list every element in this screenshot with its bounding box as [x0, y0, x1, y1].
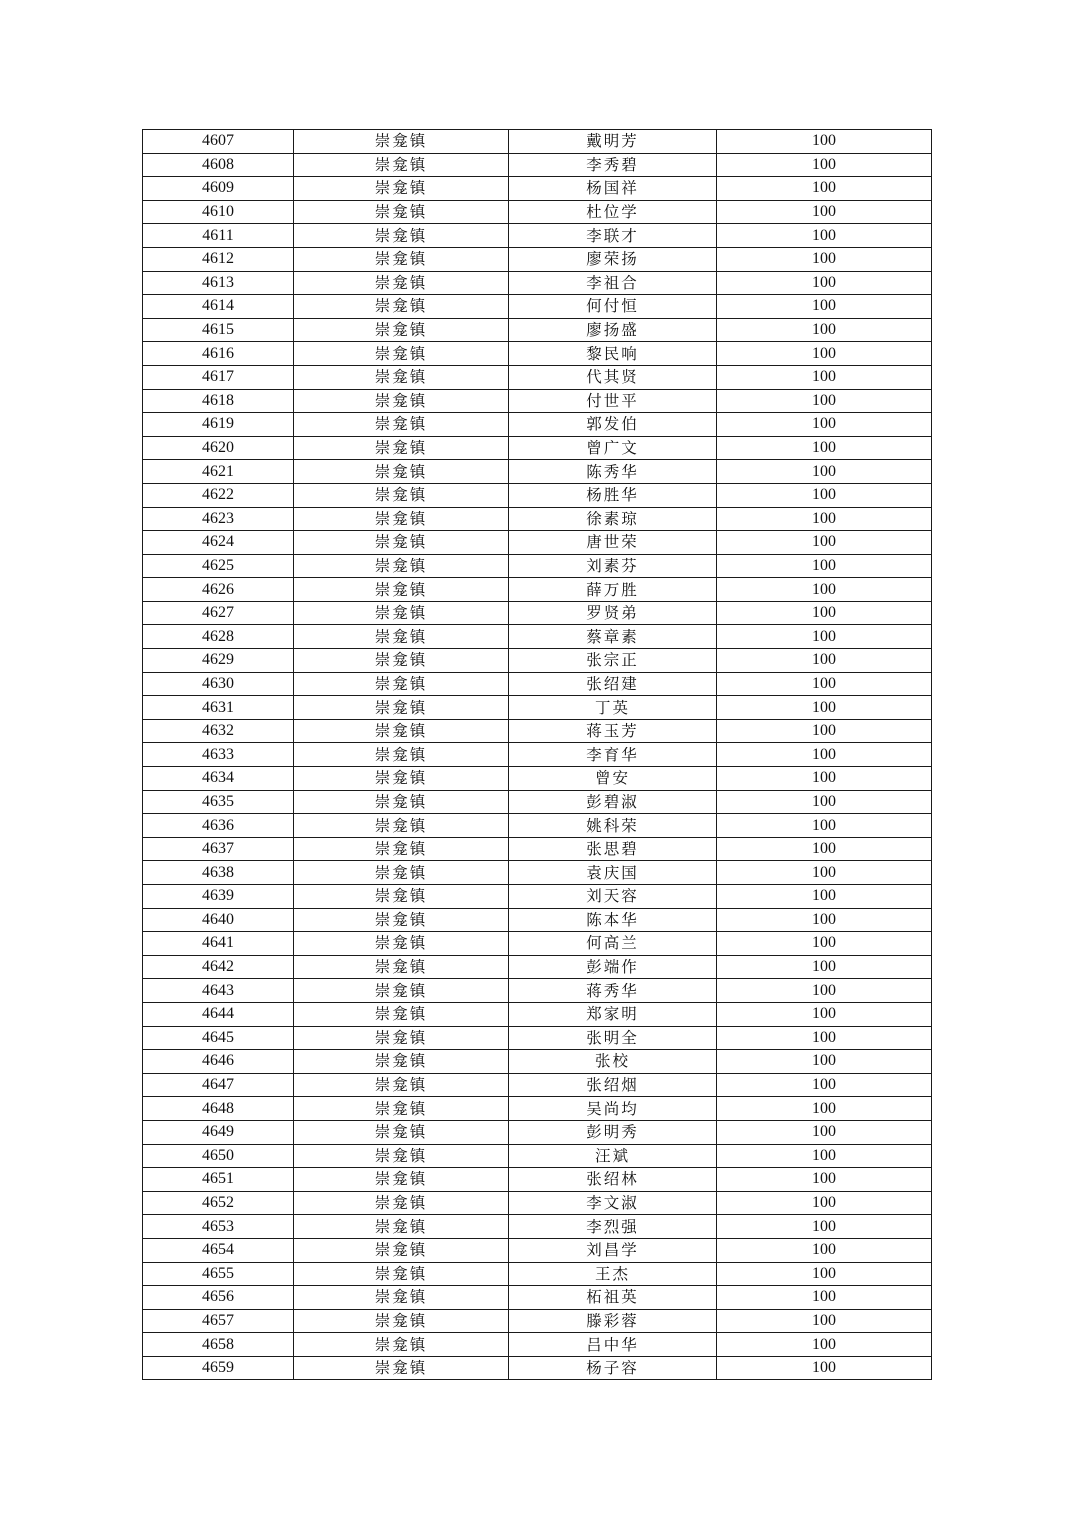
person-name-cell: 郭发伯 — [509, 413, 717, 437]
table-row — [143, 247, 932, 271]
row-number-cell: 4617 — [143, 365, 294, 389]
amount-cell: 100 — [717, 295, 932, 319]
person-name-cell: 刘昌学 — [509, 1238, 717, 1262]
amount-cell: 100 — [717, 413, 932, 437]
amount-cell: 100 — [717, 200, 932, 224]
row-number-cell: 4627 — [143, 601, 294, 625]
table-row — [143, 1262, 932, 1286]
town-cell: 崇龛镇 — [294, 719, 509, 743]
table-row — [143, 1050, 932, 1074]
amount-cell: 100 — [717, 318, 932, 342]
table-row — [143, 1097, 932, 1121]
table-row — [143, 531, 932, 555]
row-number-cell: 4649 — [143, 1120, 294, 1144]
town-cell: 崇龛镇 — [294, 1286, 509, 1310]
table-row — [143, 861, 932, 885]
table-row — [143, 814, 932, 838]
person-name-cell: 黎民响 — [509, 342, 717, 366]
town-cell: 崇龛镇 — [294, 1073, 509, 1097]
town-cell: 崇龛镇 — [294, 389, 509, 413]
town-cell: 崇龛镇 — [294, 1333, 509, 1357]
amount-cell: 100 — [717, 719, 932, 743]
town-cell: 崇龛镇 — [294, 1097, 509, 1121]
person-name-cell: 张绍建 — [509, 672, 717, 696]
person-name-cell: 曾安 — [509, 767, 717, 791]
person-name-cell: 柘祖英 — [509, 1286, 717, 1310]
row-number-cell: 4655 — [143, 1262, 294, 1286]
table-row — [143, 1215, 932, 1239]
town-cell: 崇龛镇 — [294, 790, 509, 814]
row-number-cell: 4623 — [143, 507, 294, 531]
person-name-cell: 唐世荣 — [509, 531, 717, 555]
person-name-cell: 李祖合 — [509, 271, 717, 295]
town-cell: 崇龛镇 — [294, 955, 509, 979]
row-number-cell: 4640 — [143, 908, 294, 932]
amount-cell: 100 — [717, 1144, 932, 1168]
table-row — [143, 177, 932, 201]
town-cell: 崇龛镇 — [294, 1262, 509, 1286]
row-number-cell: 4618 — [143, 389, 294, 413]
town-cell: 崇龛镇 — [294, 295, 509, 319]
town-cell: 崇龛镇 — [294, 554, 509, 578]
row-number-cell: 4609 — [143, 177, 294, 201]
person-name-cell: 廖荣扬 — [509, 247, 717, 271]
amount-cell: 100 — [717, 767, 932, 791]
town-cell: 崇龛镇 — [294, 1215, 509, 1239]
table-row — [143, 1238, 932, 1262]
row-number-cell: 4637 — [143, 837, 294, 861]
row-number-cell: 4645 — [143, 1026, 294, 1050]
row-number-cell: 4631 — [143, 696, 294, 720]
amount-cell: 100 — [717, 1238, 932, 1262]
amount-cell: 100 — [717, 1333, 932, 1357]
person-name-cell: 付世平 — [509, 389, 717, 413]
person-name-cell: 张明全 — [509, 1026, 717, 1050]
amount-cell: 100 — [717, 531, 932, 555]
amount-cell: 100 — [717, 625, 932, 649]
table-row — [143, 318, 932, 342]
amount-cell: 100 — [717, 1191, 932, 1215]
town-cell: 崇龛镇 — [294, 837, 509, 861]
table-row — [143, 719, 932, 743]
table-row — [143, 1073, 932, 1097]
amount-cell: 100 — [717, 672, 932, 696]
amount-cell: 100 — [717, 507, 932, 531]
table-row — [143, 1286, 932, 1310]
row-number-cell: 4626 — [143, 578, 294, 602]
amount-cell: 100 — [717, 177, 932, 201]
person-name-cell: 姚科荣 — [509, 814, 717, 838]
row-number-cell: 4616 — [143, 342, 294, 366]
amount-cell: 100 — [717, 389, 932, 413]
amount-cell: 100 — [717, 1286, 932, 1310]
amount-cell: 100 — [717, 483, 932, 507]
person-name-cell: 徐素琼 — [509, 507, 717, 531]
row-number-cell: 4653 — [143, 1215, 294, 1239]
amount-cell: 100 — [717, 1120, 932, 1144]
row-number-cell: 4619 — [143, 413, 294, 437]
amount-cell: 100 — [717, 649, 932, 673]
row-number-cell: 4648 — [143, 1097, 294, 1121]
row-number-cell: 4621 — [143, 460, 294, 484]
town-cell: 崇龛镇 — [294, 531, 509, 555]
row-number-cell: 4650 — [143, 1144, 294, 1168]
person-name-cell: 李育华 — [509, 743, 717, 767]
amount-cell: 100 — [717, 554, 932, 578]
row-number-cell: 4636 — [143, 814, 294, 838]
amount-cell: 100 — [717, 979, 932, 1003]
person-name-cell: 蔡章素 — [509, 625, 717, 649]
table-row — [143, 1333, 932, 1357]
amount-cell: 100 — [717, 601, 932, 625]
town-cell: 崇龛镇 — [294, 318, 509, 342]
row-number-cell: 4634 — [143, 767, 294, 791]
person-name-cell: 李联才 — [509, 224, 717, 248]
amount-cell: 100 — [717, 342, 932, 366]
town-cell: 崇龛镇 — [294, 507, 509, 531]
table-row — [143, 649, 932, 673]
amount-cell: 100 — [717, 955, 932, 979]
amount-cell: 100 — [717, 861, 932, 885]
town-cell: 崇龛镇 — [294, 1168, 509, 1192]
table-row — [143, 365, 932, 389]
table-row — [143, 885, 932, 909]
row-number-cell: 4608 — [143, 153, 294, 177]
town-cell: 崇龛镇 — [294, 979, 509, 1003]
person-name-cell: 丁英 — [509, 696, 717, 720]
person-name-cell: 王杰 — [509, 1262, 717, 1286]
roster-table-body — [143, 130, 932, 1380]
town-cell: 崇龛镇 — [294, 342, 509, 366]
row-number-cell: 4644 — [143, 1002, 294, 1026]
town-cell: 崇龛镇 — [294, 436, 509, 460]
person-name-cell: 彭明秀 — [509, 1120, 717, 1144]
table-row — [143, 389, 932, 413]
person-name-cell: 陈秀华 — [509, 460, 717, 484]
table-row — [143, 460, 932, 484]
row-number-cell: 4642 — [143, 955, 294, 979]
town-cell: 崇龛镇 — [294, 153, 509, 177]
table-row — [143, 932, 932, 956]
table-row — [143, 696, 932, 720]
table-row — [143, 507, 932, 531]
amount-cell: 100 — [717, 247, 932, 271]
row-number-cell: 4659 — [143, 1356, 294, 1380]
amount-cell: 100 — [717, 1262, 932, 1286]
table-row — [143, 271, 932, 295]
row-number-cell: 4654 — [143, 1238, 294, 1262]
row-number-cell: 4622 — [143, 483, 294, 507]
town-cell: 崇龛镇 — [294, 177, 509, 201]
amount-cell: 100 — [717, 1002, 932, 1026]
amount-cell: 100 — [717, 1026, 932, 1050]
table-row — [143, 908, 932, 932]
town-cell: 崇龛镇 — [294, 908, 509, 932]
row-number-cell: 4657 — [143, 1309, 294, 1333]
person-name-cell: 张宗正 — [509, 649, 717, 673]
town-cell: 崇龛镇 — [294, 224, 509, 248]
table-row — [143, 1168, 932, 1192]
town-cell: 崇龛镇 — [294, 672, 509, 696]
town-cell: 崇龛镇 — [294, 814, 509, 838]
person-name-cell: 蒋秀华 — [509, 979, 717, 1003]
town-cell: 崇龛镇 — [294, 1026, 509, 1050]
row-number-cell: 4610 — [143, 200, 294, 224]
town-cell: 崇龛镇 — [294, 365, 509, 389]
table-row — [143, 1356, 932, 1380]
row-number-cell: 4607 — [143, 130, 294, 154]
amount-cell: 100 — [717, 436, 932, 460]
town-cell: 崇龛镇 — [294, 932, 509, 956]
person-name-cell: 郑家明 — [509, 1002, 717, 1026]
row-number-cell: 4611 — [143, 224, 294, 248]
row-number-cell: 4639 — [143, 885, 294, 909]
row-number-cell: 4620 — [143, 436, 294, 460]
town-cell: 崇龛镇 — [294, 1356, 509, 1380]
person-name-cell: 李秀碧 — [509, 153, 717, 177]
person-name-cell: 蒋玉芳 — [509, 719, 717, 743]
row-number-cell: 4641 — [143, 932, 294, 956]
town-cell: 崇龛镇 — [294, 625, 509, 649]
table-row — [143, 436, 932, 460]
amount-cell: 100 — [717, 460, 932, 484]
town-cell: 崇龛镇 — [294, 247, 509, 271]
amount-cell: 100 — [717, 1356, 932, 1380]
amount-cell: 100 — [717, 932, 932, 956]
town-cell: 崇龛镇 — [294, 1050, 509, 1074]
town-cell: 崇龛镇 — [294, 861, 509, 885]
town-cell: 崇龛镇 — [294, 578, 509, 602]
table-row — [143, 295, 932, 319]
town-cell: 崇龛镇 — [294, 483, 509, 507]
row-number-cell: 4647 — [143, 1073, 294, 1097]
table-row — [143, 224, 932, 248]
town-cell: 崇龛镇 — [294, 1309, 509, 1333]
town-cell: 崇龛镇 — [294, 1144, 509, 1168]
person-name-cell: 吕中华 — [509, 1333, 717, 1357]
roster-table — [142, 129, 932, 1380]
table-row — [143, 554, 932, 578]
person-name-cell: 李烈强 — [509, 1215, 717, 1239]
table-row — [143, 483, 932, 507]
person-name-cell: 曾广文 — [509, 436, 717, 460]
town-cell: 崇龛镇 — [294, 885, 509, 909]
table-row — [143, 1026, 932, 1050]
table-row — [143, 1120, 932, 1144]
person-name-cell: 袁庆国 — [509, 861, 717, 885]
row-number-cell: 4625 — [143, 554, 294, 578]
person-name-cell: 杨国祥 — [509, 177, 717, 201]
person-name-cell: 张绍林 — [509, 1168, 717, 1192]
amount-cell: 100 — [717, 696, 932, 720]
table-row — [143, 672, 932, 696]
person-name-cell: 杨胜华 — [509, 483, 717, 507]
person-name-cell: 吴尚均 — [509, 1097, 717, 1121]
table-row — [143, 601, 932, 625]
person-name-cell: 滕彩蓉 — [509, 1309, 717, 1333]
amount-cell: 100 — [717, 1215, 932, 1239]
person-name-cell: 彭碧淑 — [509, 790, 717, 814]
person-name-cell: 杨子容 — [509, 1356, 717, 1380]
table-row — [143, 1309, 932, 1333]
town-cell: 崇龛镇 — [294, 1238, 509, 1262]
row-number-cell: 4632 — [143, 719, 294, 743]
person-name-cell: 罗贤弟 — [509, 601, 717, 625]
person-name-cell: 彭端作 — [509, 955, 717, 979]
row-number-cell: 4633 — [143, 743, 294, 767]
row-number-cell: 4624 — [143, 531, 294, 555]
row-number-cell: 4612 — [143, 247, 294, 271]
amount-cell: 100 — [717, 1050, 932, 1074]
row-number-cell: 4638 — [143, 861, 294, 885]
table-row — [143, 153, 932, 177]
table-row — [143, 1144, 932, 1168]
town-cell: 崇龛镇 — [294, 649, 509, 673]
person-name-cell: 杜位学 — [509, 200, 717, 224]
table-row — [143, 767, 932, 791]
amount-cell: 100 — [717, 790, 932, 814]
town-cell: 崇龛镇 — [294, 460, 509, 484]
person-name-cell: 何付恒 — [509, 295, 717, 319]
person-name-cell: 刘天容 — [509, 885, 717, 909]
table-row — [143, 955, 932, 979]
row-number-cell: 4651 — [143, 1168, 294, 1192]
table-row — [143, 578, 932, 602]
town-cell: 崇龛镇 — [294, 696, 509, 720]
row-number-cell: 4646 — [143, 1050, 294, 1074]
person-name-cell: 汪斌 — [509, 1144, 717, 1168]
row-number-cell: 4628 — [143, 625, 294, 649]
amount-cell: 100 — [717, 837, 932, 861]
row-number-cell: 4630 — [143, 672, 294, 696]
town-cell: 崇龛镇 — [294, 743, 509, 767]
town-cell: 崇龛镇 — [294, 200, 509, 224]
person-name-cell: 张思碧 — [509, 837, 717, 861]
amount-cell: 100 — [717, 1168, 932, 1192]
person-name-cell: 何高兰 — [509, 932, 717, 956]
amount-cell: 100 — [717, 885, 932, 909]
row-number-cell: 4656 — [143, 1286, 294, 1310]
table-row — [143, 1191, 932, 1215]
amount-cell: 100 — [717, 130, 932, 154]
amount-cell: 100 — [717, 743, 932, 767]
amount-cell: 100 — [717, 224, 932, 248]
amount-cell: 100 — [717, 271, 932, 295]
row-number-cell: 4643 — [143, 979, 294, 1003]
table-row — [143, 200, 932, 224]
table-row — [143, 790, 932, 814]
person-name-cell: 廖扬盛 — [509, 318, 717, 342]
person-name-cell: 代其贤 — [509, 365, 717, 389]
table-row — [143, 413, 932, 437]
amount-cell: 100 — [717, 814, 932, 838]
town-cell: 崇龛镇 — [294, 130, 509, 154]
town-cell: 崇龛镇 — [294, 271, 509, 295]
table-row — [143, 342, 932, 366]
person-name-cell: 薛万胜 — [509, 578, 717, 602]
amount-cell: 100 — [717, 365, 932, 389]
table-row — [143, 837, 932, 861]
town-cell: 崇龛镇 — [294, 1120, 509, 1144]
town-cell: 崇龛镇 — [294, 1002, 509, 1026]
person-name-cell: 李文淑 — [509, 1191, 717, 1215]
table-row — [143, 743, 932, 767]
table-row — [143, 979, 932, 1003]
town-cell: 崇龛镇 — [294, 601, 509, 625]
town-cell: 崇龛镇 — [294, 1191, 509, 1215]
row-number-cell: 4629 — [143, 649, 294, 673]
person-name-cell: 刘素芬 — [509, 554, 717, 578]
table-row — [143, 130, 932, 154]
amount-cell: 100 — [717, 153, 932, 177]
amount-cell: 100 — [717, 578, 932, 602]
person-name-cell: 张校 — [509, 1050, 717, 1074]
person-name-cell: 张绍烟 — [509, 1073, 717, 1097]
row-number-cell: 4652 — [143, 1191, 294, 1215]
row-number-cell: 4614 — [143, 295, 294, 319]
person-name-cell: 戴明芳 — [509, 130, 717, 154]
amount-cell: 100 — [717, 1309, 932, 1333]
table-row — [143, 625, 932, 649]
town-cell: 崇龛镇 — [294, 767, 509, 791]
row-number-cell: 4658 — [143, 1333, 294, 1357]
amount-cell: 100 — [717, 1073, 932, 1097]
town-cell: 崇龛镇 — [294, 413, 509, 437]
person-name-cell: 陈本华 — [509, 908, 717, 932]
row-number-cell: 4615 — [143, 318, 294, 342]
row-number-cell: 4635 — [143, 790, 294, 814]
row-number-cell: 4613 — [143, 271, 294, 295]
amount-cell: 100 — [717, 908, 932, 932]
amount-cell: 100 — [717, 1097, 932, 1121]
table-row — [143, 1002, 932, 1026]
